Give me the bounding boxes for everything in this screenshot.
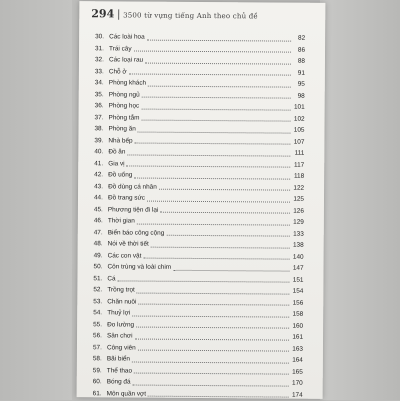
running-header [91,7,315,23]
toc-entry-page: 170 [292,379,303,387]
page-number: 294 [91,7,115,21]
toc-entry-page: 126 [293,207,304,215]
toc-dot-leader [166,235,290,237]
toc-entry-number: 43. [94,182,104,190]
toc-entry-title: Gia vị [108,159,125,167]
toc-entry-title: Bóng đá [106,378,131,386]
toc-dot-leader [138,304,289,306]
toc-dot-leader [138,131,291,133]
toc-entry-number: 44. [93,194,103,202]
toc-entry-number: 47. [93,228,103,236]
background-left [0,0,72,400]
toc-entry-number: 55. [93,320,103,328]
toc-entry-number: 32. [94,56,104,64]
toc-dot-leader [137,223,290,225]
toc-dot-leader [141,108,290,110]
toc-dot-leader [141,120,290,122]
toc-entry-page: 133 [293,230,304,238]
toc-dot-leader [129,73,291,75]
toc-entry-title: Sân chơi [107,332,133,340]
toc-entry-number: 46. [93,217,103,225]
toc-entry-page: 158 [292,310,304,318]
toc-entry-number: 56. [93,332,102,340]
toc-entry-number: 30. [95,33,105,41]
toc-entry-title: Phòng học [108,102,140,110]
toc-dot-leader [151,246,290,248]
toc-entry-page: 111 [294,149,305,157]
toc-entry-title: Nhà bếp [108,136,133,145]
toc-entry-number: 57. [92,343,102,351]
toc-entry-page: 147 [292,264,304,272]
toc-entry-number: 33. [94,67,104,75]
toc-entry [93,388,303,401]
toc-entry-number: 53. [93,297,103,305]
toc-entry-number: 49. [93,251,103,259]
toc-entry-number: 31. [95,44,104,52]
toc-entry-title: Đồ trang sức [107,194,146,202]
toc-entry-number: 45. [93,205,103,213]
book-title: 3500 từ vựng tiếng Anh theo chủ đề [123,11,258,21]
toc-entry-page: 95 [297,80,305,88]
toc-dot-leader [159,189,290,191]
table-of-contents [93,31,306,400]
toc-entry-page: 82 [297,34,306,42]
toc-dot-leader [136,327,289,329]
toc-entry-title: Các loại rau [108,56,144,64]
toc-entry-number: 35. [94,90,104,98]
toc-entry-number: 36. [94,102,104,110]
toc-entry-page: 125 [293,195,305,203]
toc-dot-leader [160,212,290,214]
toc-entry-title: Các con vật [107,251,142,260]
toc-entry-title: Thời gian [107,217,135,225]
toc-entry-title: Côn trùng và loài chim [107,263,172,271]
toc-entry-page: 117 [294,161,305,169]
toc-entry-number: 60. [92,378,102,386]
toc-dot-leader [143,258,289,260]
toc-entry-page: 129 [293,218,304,226]
toc-entry-number: 51. [93,274,103,282]
toc-entry-page: 107 [293,138,305,146]
toc-dot-leader [134,373,289,375]
toc-dot-leader [142,97,291,99]
toc-entry-page: 138 [292,241,304,249]
toc-dot-leader [147,39,291,41]
toc-entry-number: 41. [94,159,104,167]
toc-entry-page: 161 [292,333,304,341]
toc-dot-leader [127,154,290,156]
toc-entry-page: 101 [293,103,305,111]
toc-entry-page: 154 [292,287,304,295]
toc-entry-page: 156 [292,299,304,307]
toc-dot-leader [135,338,289,340]
toc-dot-leader [137,292,290,294]
toc-dot-leader [118,280,290,282]
toc-entry-page: 174 [291,391,303,399]
toc-dot-leader [138,350,289,352]
toc-entry-title: Phòng ngủ [108,90,140,99]
toc-entry-title: Trái cây [109,44,132,53]
toc-entry-page: 140 [292,253,304,261]
toc-entry-number: 48. [93,240,103,248]
book-page [77,1,326,399]
toc-entry-title: Môn quần vợt [106,389,147,398]
toc-entry-title: Đo lường [107,320,135,329]
toc-entry-page: 163 [292,345,303,353]
toc-dot-leader [133,384,289,386]
toc-entry-number: 37. [94,113,104,121]
toc-dot-leader [134,177,290,179]
toc-entry-title: Phòng tắm [108,113,140,122]
toc-dot-leader [134,51,292,53]
toc-entry-number: 34. [94,79,104,87]
toc-entry-title: Đồ uống [108,171,133,179]
toc-entry-number: 58. [92,355,102,363]
toc-entry-page: 98 [297,92,305,100]
toc-entry-page: 88 [297,57,305,65]
toc-dot-leader [148,396,289,398]
toc-entry-page: 102 [293,115,305,123]
toc-entry-page: 86 [297,46,306,54]
toc-entry-page: 118 [293,172,305,180]
toc-entry [93,261,303,274]
toc-entry-page: 91 [297,69,305,77]
toc-entry-number: 42. [94,171,104,179]
toc-entry-number: 50. [93,263,103,271]
toc-entry-number: 61. [92,389,102,397]
header-separator: | [117,8,121,21]
toc-dot-leader [132,315,289,317]
toc-entry-page: 160 [292,322,304,330]
toc-entry-title: Trồng trọt [107,286,135,294]
toc-dot-leader [127,165,291,167]
toc-dot-leader [173,269,289,271]
toc-dot-leader [135,143,291,145]
toc-entry-number: 54. [93,309,103,317]
toc-entry-title: Thể thao [106,366,133,375]
toc-entry-page: 105 [293,126,305,134]
background-right [320,0,400,400]
toc-entry-title: Bãi biển [106,355,131,363]
toc-entry-title: Đồ dùng cá nhân [108,182,157,191]
toc-entry-title: Chăn nuôi [107,297,137,306]
toc-entry-title: Công viên [106,343,136,352]
toc-dot-leader [148,85,291,87]
toc-entry-title: Thuỷ lợi [107,309,131,317]
toc-entry-page: 164 [292,356,303,364]
toc-entry-page: 151 [292,276,304,284]
toc-entry-title: Biển báo công cộng [107,228,165,237]
toc-entry-title: Các loài hoa [109,33,145,41]
toc-entry-number: 59. [92,366,102,374]
toc-entry-number: 38. [94,125,104,133]
toc-entry-title: Cá [107,274,116,282]
toc-entry-number: 39. [94,136,104,144]
toc-entry-number: 52. [93,286,103,294]
toc-entry-title: Phòng ăn [108,125,136,133]
toc-entry-title: Chỗ ở [108,67,127,75]
toc-dot-leader [147,200,290,202]
toc-entry-title: Đồ ăn [108,148,126,156]
toc-entry-page: 122 [293,184,305,192]
toc-entry [94,135,304,148]
toc-entry-title: Nói về thời tiết [107,240,149,248]
toc-dot-leader [145,62,291,64]
toc-dot-leader [132,361,289,363]
toc-entry-number: 40. [94,148,104,156]
toc-entry-title: Phương tiện đi lại [107,205,159,214]
toc-entry-page: 165 [292,368,303,376]
toc-entry-title: Phòng khách [108,79,147,87]
